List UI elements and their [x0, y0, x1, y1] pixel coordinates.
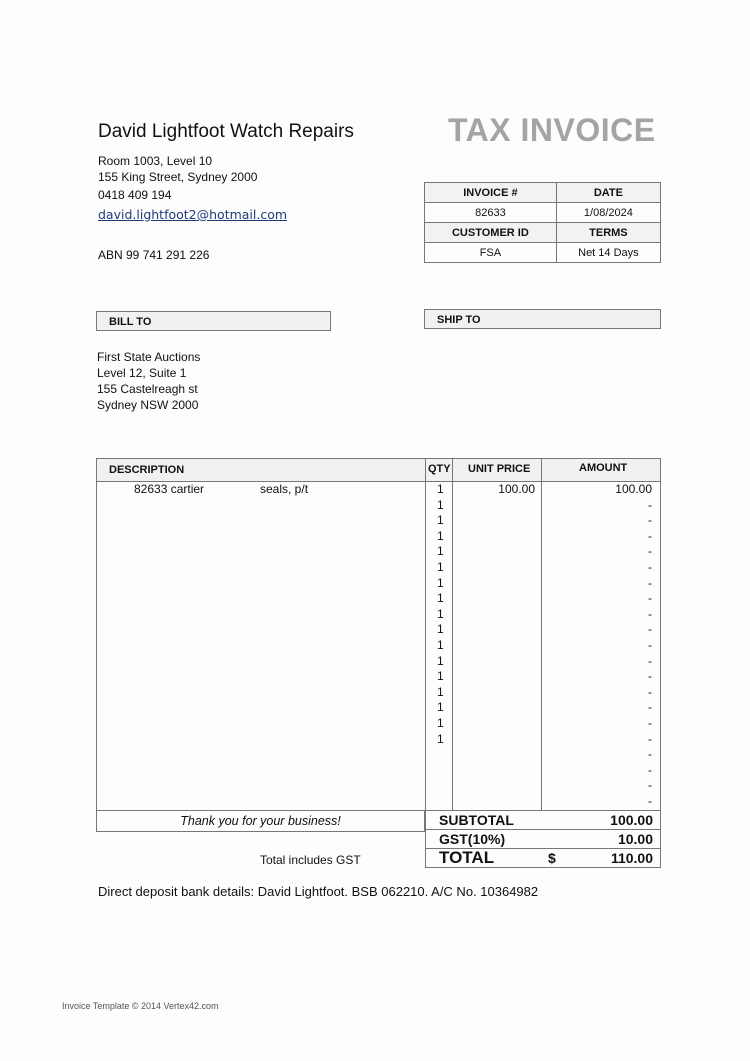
line-items-header: [97, 459, 660, 482]
item-qty: 1: [437, 653, 444, 668]
col-qty: QTY: [428, 463, 451, 475]
item-qty: 1: [437, 684, 444, 699]
table-row: [97, 685, 660, 701]
bill-to-line: 155 Castelreagh st: [97, 382, 198, 396]
table-row: [97, 747, 660, 763]
bill-to-header: BILL TO: [96, 311, 331, 331]
item-amount: 100.00: [615, 482, 652, 496]
invoice-date: 1/08/2024: [556, 203, 660, 223]
item-amount: -: [648, 638, 652, 652]
bill-to-line: Sydney NSW 2000: [97, 398, 199, 412]
item-qty: 1: [437, 606, 444, 621]
seller-address-line1: Room 1003, Level 10: [98, 154, 213, 168]
item-amount: -: [648, 560, 652, 574]
item-qty: 1: [437, 591, 444, 606]
item-amount: -: [648, 622, 652, 637]
invoice-number-label: INVOICE #: [425, 183, 557, 203]
seller-phone: 0418 409 194: [98, 188, 172, 202]
item-qty: 1: [437, 700, 444, 715]
totals-box: [425, 811, 661, 868]
item-amount: -: [648, 700, 652, 715]
seller-abn: ABN 99 741 291 226: [98, 248, 210, 262]
template-footer: Invoice Template © 2014 Vertex42.com: [62, 1001, 219, 1011]
table-row: [97, 482, 660, 498]
customer-id-label: CUSTOMER ID: [425, 223, 557, 243]
item-amount: -: [648, 794, 652, 808]
table-row: [97, 513, 660, 529]
table-row: [97, 716, 660, 732]
item-amount: -: [648, 778, 652, 793]
table-row: [97, 607, 660, 623]
item-qty: 1: [437, 560, 444, 574]
invoice-number: 82633: [425, 203, 557, 223]
col-unit-price: UNIT PRICE: [468, 463, 531, 475]
table-row: [97, 529, 660, 545]
table-row: [97, 622, 660, 638]
line-items-table: [96, 458, 661, 811]
item-qty: 1: [437, 731, 444, 746]
item-amount: -: [648, 591, 652, 606]
total-label: TOTAL: [439, 848, 495, 867]
item-detail: seals, p/t: [260, 482, 309, 496]
table-row: [97, 794, 660, 810]
total-value: 110.00: [610, 850, 653, 866]
invoice-meta-table: [424, 182, 661, 263]
subtotal-label: SUBTOTAL: [439, 812, 514, 828]
table-row: [97, 560, 660, 576]
table-row: [97, 700, 660, 716]
company-name: David Lightfoot Watch Repairs: [98, 121, 354, 142]
subtotal-row: [426, 811, 660, 829]
item-amount: -: [648, 653, 652, 668]
table-row: [97, 654, 660, 670]
item-amount: -: [648, 731, 652, 746]
gst-row: [426, 829, 660, 848]
item-amount: -: [648, 575, 652, 590]
currency-symbol: $: [548, 850, 556, 866]
item-qty: 1: [437, 482, 444, 496]
table-row: [97, 638, 660, 654]
item-amount: -: [648, 544, 652, 559]
item-qty: 1: [437, 528, 444, 543]
gst-note: Total includes GST: [260, 853, 361, 867]
table-row: [97, 763, 660, 779]
item-qty: 1: [437, 497, 444, 512]
table-row: [97, 669, 660, 685]
table-row: [97, 732, 660, 748]
item-qty: 1: [437, 669, 444, 684]
table-row: [97, 498, 660, 514]
item-amount: -: [648, 747, 652, 762]
table-row: [97, 778, 660, 794]
customer-id: FSA: [425, 243, 557, 263]
terms: Net 14 Days: [556, 243, 660, 263]
gst-label: GST(10%): [439, 831, 506, 847]
thank-you-note: Thank you for your business!: [96, 811, 425, 832]
bill-to-line: First State Auctions: [97, 350, 201, 364]
terms-label: TERMS: [556, 223, 660, 243]
item-amount: -: [648, 513, 652, 528]
item-unit-price: 100.00: [498, 482, 535, 496]
gst-value: 10.00: [617, 831, 653, 847]
seller-address-line2: 155 King Street, Sydney 2000: [98, 170, 258, 184]
item-amount: -: [648, 669, 652, 684]
item-amount: -: [648, 528, 652, 543]
seller-email-link[interactable]: david.lightfoot2@hotmail.com: [98, 207, 288, 222]
item-qty: 1: [437, 575, 444, 590]
item-amount: -: [648, 497, 652, 512]
subtotal-value: 100.00: [610, 812, 653, 828]
item-amount: -: [648, 606, 652, 621]
item-qty: 1: [437, 513, 444, 528]
bill-to-line: Level 12, Suite 1: [97, 366, 187, 380]
item-qty: 1: [437, 716, 444, 730]
item-qty: 1: [437, 544, 444, 559]
table-row: [97, 591, 660, 607]
total-row: [426, 848, 660, 867]
table-row: [97, 544, 660, 560]
ship-to-header: SHIP TO: [424, 309, 661, 329]
item-qty: 1: [437, 622, 444, 637]
bill-to-address: [97, 349, 200, 413]
document-title: TAX INVOICE: [448, 112, 656, 148]
item-description: 82633 cartier: [134, 482, 205, 496]
bank-details: Direct deposit bank details: David Lightfoot. BSB 062210. A/C No. 10364982: [98, 884, 539, 899]
col-description: DESCRIPTION: [109, 464, 185, 476]
date-label: DATE: [556, 183, 660, 203]
col-amount: AMOUNT: [579, 462, 628, 474]
table-row: [97, 576, 660, 592]
item-qty: 1: [437, 638, 444, 652]
item-amount: -: [648, 716, 652, 730]
item-amount: -: [648, 684, 652, 699]
item-amount: -: [648, 762, 652, 777]
